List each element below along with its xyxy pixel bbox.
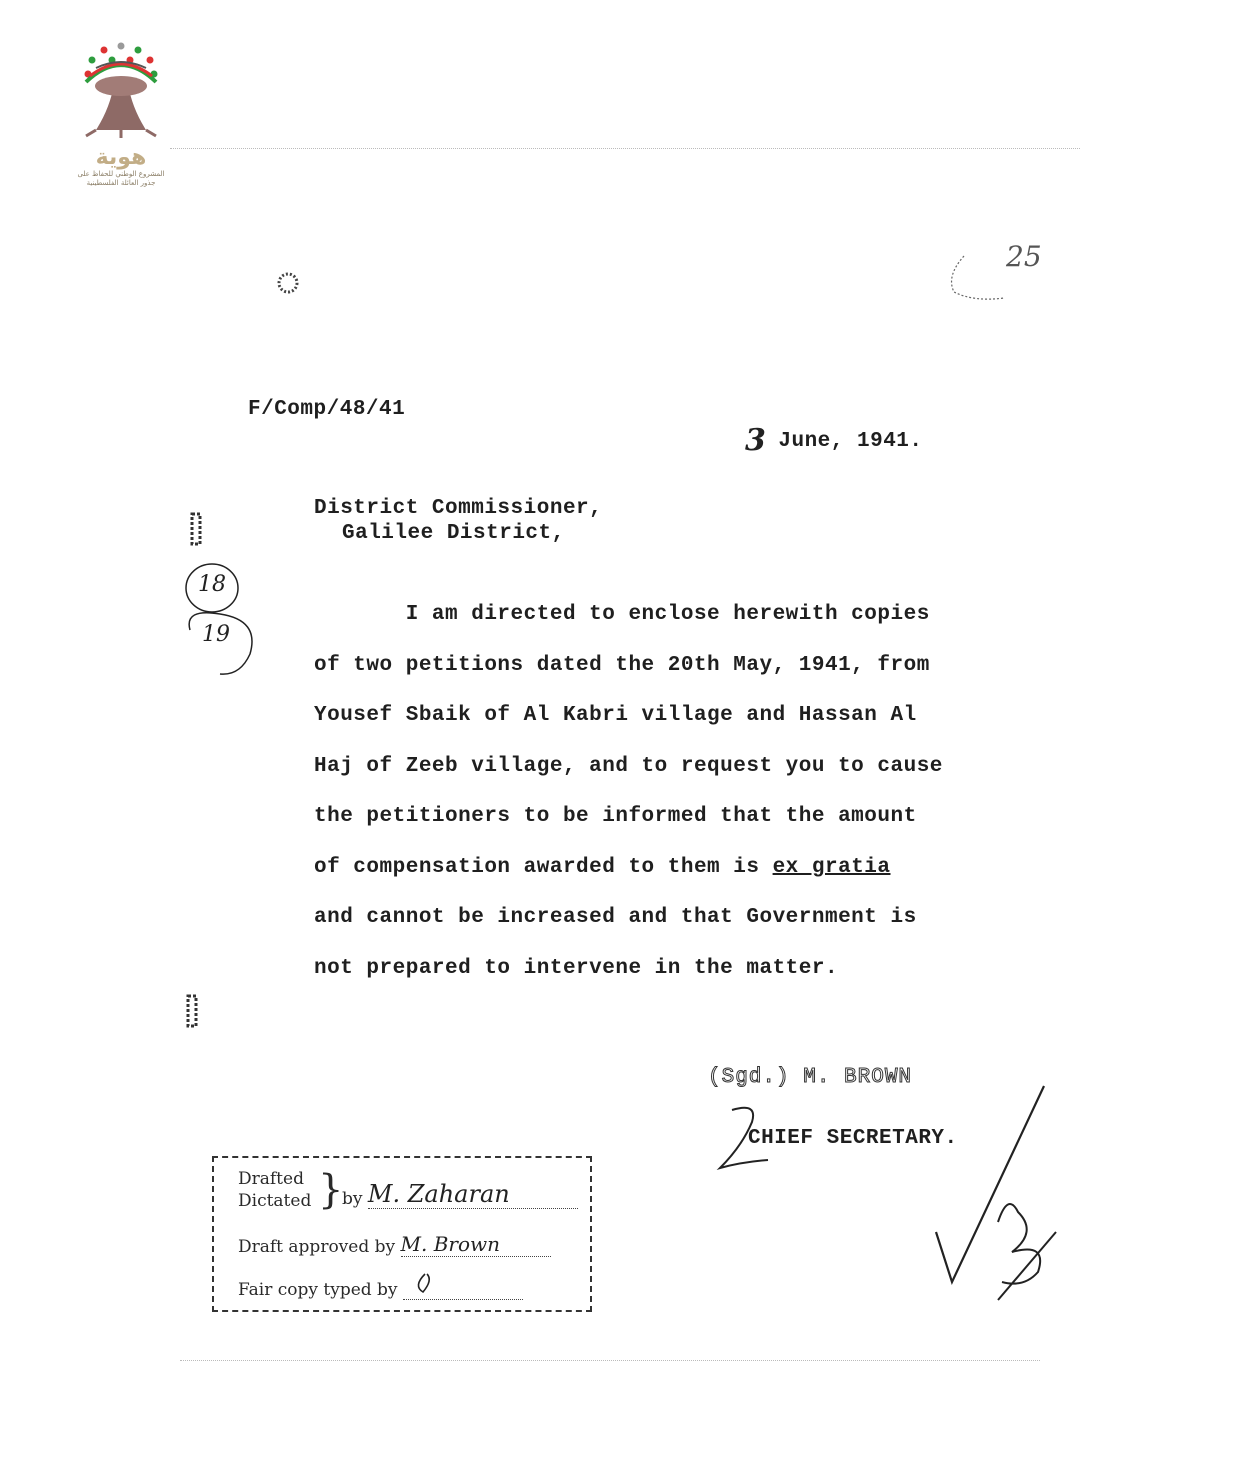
stamp-brace: }: [318, 1167, 344, 1213]
typist-initial-mark: [403, 1272, 443, 1294]
logo-wordmark: هوية: [95, 145, 147, 170]
underlined-ex-gratia: ex gratia: [772, 855, 891, 879]
stamp-approved-row: [238, 1232, 551, 1257]
stamp-typed-label: Fair copy typed by: [238, 1280, 398, 1300]
logo: [66, 38, 176, 188]
punch-mark-icon: [274, 268, 302, 303]
margin-mark-bottom: [184, 994, 200, 1033]
body-line-8: not prepared to intervene in the matter.: [314, 956, 839, 980]
addressee-block: [314, 496, 602, 546]
body-line-4: Haj of Zeeb village, and to request you to cause: [314, 754, 943, 778]
scan-noise-top: [170, 148, 1080, 149]
body-line-5: the petitioners to be informed that the amount: [314, 805, 917, 828]
stamp-by-label: by: [342, 1189, 363, 1209]
margin-mark-top: [188, 512, 204, 551]
file-reference: F/Comp/48/41: [248, 398, 406, 421]
body-line-7: and cannot be increased and that Government is: [314, 906, 917, 929]
typed-by-line: [403, 1272, 523, 1300]
body-line-1: I am directed to enclose herewith copies: [314, 603, 930, 626]
stamp-by-row: [342, 1180, 578, 1209]
stamp-dictated-label: Dictated: [238, 1191, 312, 1211]
approval-tick-mark: [928, 1082, 1068, 1317]
margin-enclosure-numbers: [180, 558, 270, 684]
date-day: 3: [745, 423, 767, 458]
letter-date: [745, 423, 923, 458]
folio-mark: [944, 236, 1064, 315]
family-tree-icon: [66, 38, 176, 138]
drafted-by-signature: M. Zaharan: [368, 1180, 578, 1209]
body-line-2: of two petitions dated the 20th May, 1941, from: [314, 653, 930, 677]
letter-body: [314, 590, 1054, 994]
signature-flourish: [712, 1102, 772, 1177]
body-line-3: Yousef Sbaik of Al Kabri village and Hassan Al: [314, 704, 917, 727]
margin-number-18: 18: [198, 572, 226, 597]
folio-number: 25: [1006, 240, 1042, 273]
body-line-6: [314, 843, 1054, 894]
stamp-drafted-label: Drafted: [238, 1169, 304, 1189]
drafting-stamp: [212, 1156, 592, 1312]
logo-caption-line2: جذور العائلة الفلسطينية: [86, 179, 156, 187]
addressee-line-1: District Commissioner,: [314, 497, 603, 520]
addressee-line-2: Galilee District,: [342, 522, 565, 545]
signature-name-stamp: (Sgd.) M. BROWN: [708, 1066, 913, 1089]
body-line-6-text: of compensation awarded to them is: [314, 855, 773, 879]
stamp-approved-label: Draft approved by: [238, 1237, 396, 1257]
signature-title: CHIEF SECRETARY.: [748, 1127, 958, 1150]
approved-by-signature: M. Brown: [401, 1232, 551, 1257]
margin-number-19: 19: [202, 622, 230, 647]
date-month-year: June, 1941.: [778, 430, 923, 453]
stamp-typed-row: [238, 1272, 523, 1300]
scan-noise-bottom: [180, 1360, 1040, 1361]
logo-caption-line1: المشروع الوطني للحفاظ على: [77, 170, 165, 178]
